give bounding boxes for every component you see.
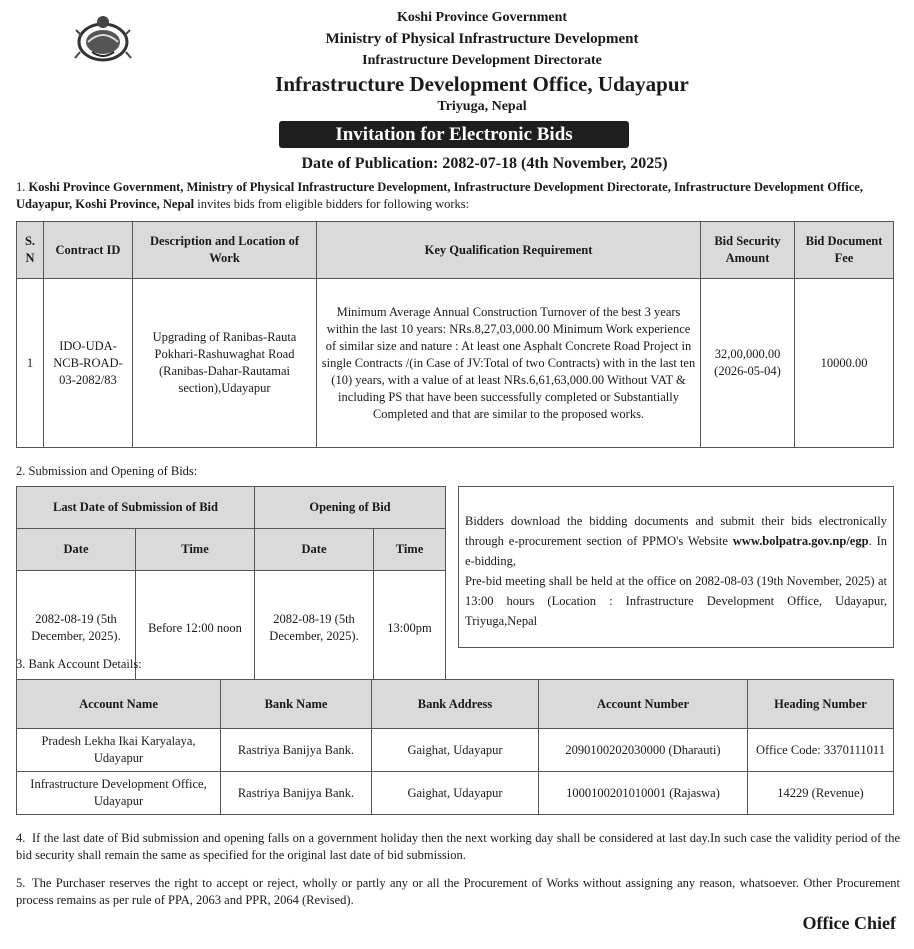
note-4-number: 4. [16,831,26,845]
col-document-fee: Bid Document Fee [795,222,894,279]
header-line-1: Koshi Province Government [396,10,568,25]
publication-date: Date of Publication: 2082-07-18 (4th November, 2025) [301,155,668,172]
signature-office-chief: Office Chief [802,913,896,933]
col-bank-address: Bank Address [372,680,539,729]
open-time-value: 13:00pm [374,571,446,686]
cell-bank-name: Rastriya Banijya Bank. [221,729,372,772]
intro-paragraph [16,179,900,213]
header-line-2: Ministry of Physical Infrastructure Development [325,31,639,47]
col-bid-security: Bid Security Amount [701,222,795,279]
submission-subheader-row [17,529,446,571]
submission-table [16,486,446,686]
table-row [17,772,894,815]
section-2-title: 2. Submission and Opening of Bids: [16,464,198,478]
bidders-info-text: Bidders download the bidding documents and submit their bids electronically through e-procurement section of PPMO's Website [465,514,887,548]
sub-date-value: 2082-08-19 (5th December, 2025). [17,571,136,686]
cell-account-number: 2090100202030000 (Dharauti) [539,729,748,772]
note-4-text: If the last date of Bid submission and opening falls on a government holiday then the next working day shall be considered at last day.In such case the validity period of the bid security shall remain the same as specified for the original last date of bid submission. [16,831,900,862]
office-title: Infrastructure Development Office, Udayapur [275,72,689,96]
table-row [17,279,894,448]
bidders-info-text-b: . In e-bidding, [465,534,887,568]
bank-header-row [17,680,894,729]
works-table [16,221,894,448]
note-5-number: 5. [16,876,26,890]
bank-table [16,679,894,815]
section-3-title: 3. Bank Account Details: [16,657,142,671]
cell-heading-number: Office Code: 3370111011 [748,729,894,772]
header-line-3: Infrastructure Development Directorate [362,53,602,68]
open-date-label: Date [255,529,374,571]
intro-number: 1. [16,180,26,194]
submission-header-row [17,487,446,529]
col-account-number: Account Number [539,680,748,729]
cell-heading-number: 14229 (Revenue) [748,772,894,815]
opening-col: Opening of Bid [255,487,446,529]
intro-bold-text: Koshi Province Government, Ministry of Physical Infrastructure Development, Infrastructure Development Directorate, Infrastructure Development Office, Udayapur, Koshi Province, Nepal [16,180,863,211]
cell-bank-name: Rastriya Banijya Bank. [221,772,372,815]
works-header-row [17,222,894,279]
cell-qualification: Minimum Average Annual Construction Turnover of the best 3 years within the last 10 years: NRs.8,27,03,000.00 Minimum Work experience of similar size and nature : At least one Asphalt Concrete Road Project in single Contracts /(in Case of JV:Total of two Contracts) with in the last ten (10) years, with a value of at least NRs.6,61,63,000.00 Without VAT & including PS that have been successfully completed or Substantially Completed and that are similar to the proposed works. [317,279,701,448]
open-date-value: 2082-08-19 (5th December, 2025). [255,571,374,686]
cell-document-fee: 10000.00 [795,279,894,448]
col-sn: S. N [17,222,44,279]
prebid-meeting-text: Pre-bid meeting shall be held at the office on 2082-08-03 (19th November, 2025) at 13:00 hours (Location : Infrastructure Development Office, Udayapur, Triyuga,Nepal [465,574,887,628]
note-5 [16,875,900,909]
cell-sn: 1 [17,279,44,448]
cell-account-number: 1000100201010001 (Rajaswa) [539,772,748,815]
sub-date-label: Date [17,529,136,571]
nepal-emblem-icon [74,12,132,64]
col-contract-id: Contract ID [44,222,133,279]
cell-contract-id: IDO-UDA-NCB-ROAD-03-2082/83 [44,279,133,448]
bolpatra-link[interactable]: www.bolpatra.gov.np/egp [732,534,869,548]
col-heading-number: Heading Number [748,680,894,729]
note-5-text: The Purchaser reserves the right to accept or reject, wholly or partly any or all the Procurement of Works without assigning any reason, whatsoever. Other Procurement process remains as per rule of PPA, 2063 and PPR, 2064 (Revised). [16,876,900,907]
cell-description: Upgrading of Ranibas-Rauta Pokhari-Rashuwaghat Road (Ranibas-Dahar-Rautamai section),Udayapur [133,279,317,448]
cell-bank-address: Gaighat, Udayapur [372,729,539,772]
cell-bid-security: 32,00,000.00 (2026-05-04) [701,279,795,448]
bidders-info-box [458,486,894,648]
col-description: Description and Location of Work [133,222,317,279]
header-location: Triyuga, Nepal [437,99,527,114]
invitation-banner: Invitation for Electronic Bids [279,121,629,148]
cell-bank-address: Gaighat, Udayapur [372,772,539,815]
col-qualification: Key Qualification Requirement [317,222,701,279]
open-time-label: Time [374,529,446,571]
cell-account-name: Infrastructure Development Office, Udayapur [17,772,221,815]
note-4 [16,830,900,864]
cell-account-name: Pradesh Lekha Ikai Karyalaya, Udayapur [17,729,221,772]
intro-rest-text: invites bids from eligible bidders for following works: [194,197,470,211]
sub-time-value: Before 12:00 noon [136,571,255,686]
sub-time-label: Time [136,529,255,571]
col-bank-name: Bank Name [221,680,372,729]
table-row [17,729,894,772]
col-account-name: Account Name [17,680,221,729]
submission-col: Last Date of Submission of Bid [17,487,255,529]
